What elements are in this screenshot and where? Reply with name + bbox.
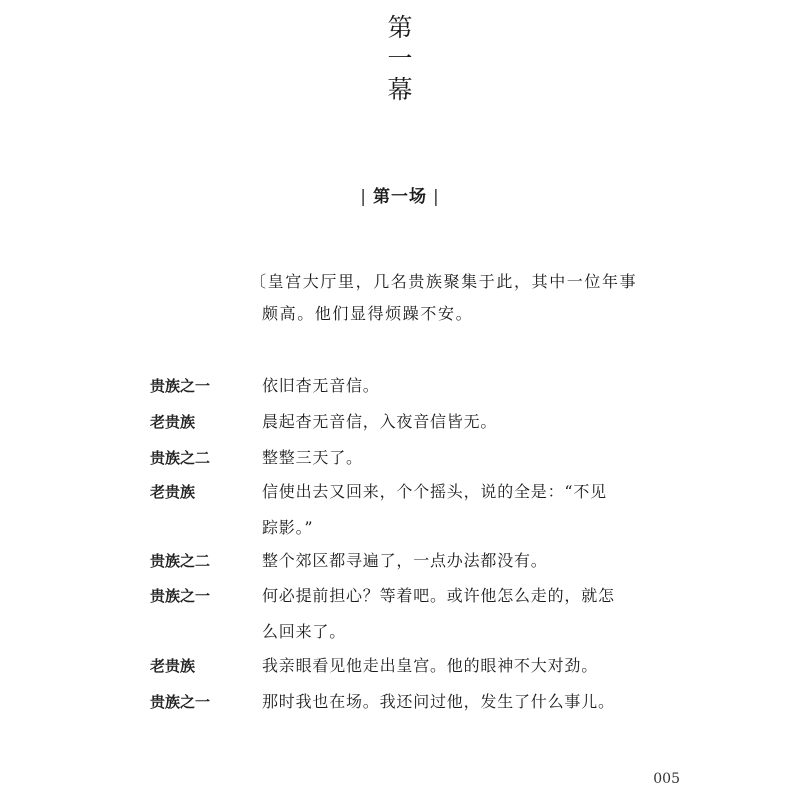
speech-line: 信使出去又回来，个个摇头，说的全是：“不见 bbox=[262, 482, 607, 501]
speaker-name: 贵族之一 bbox=[150, 377, 211, 395]
speech-line: 踪影。” bbox=[262, 518, 314, 537]
speech-line: 整个郊区都寻遍了，一点办法都没有。 bbox=[262, 551, 548, 570]
speech bbox=[262, 368, 687, 404]
speaker-name: 老贵族 bbox=[150, 657, 196, 675]
stage-direction bbox=[250, 266, 690, 330]
speech bbox=[262, 543, 687, 579]
speech bbox=[262, 440, 687, 476]
speaker-name: 贵族之一 bbox=[150, 587, 211, 605]
scene-title-left-bar: | bbox=[360, 187, 367, 207]
speech bbox=[262, 474, 687, 546]
page-number: 005 bbox=[653, 771, 680, 787]
speaker-name: 老贵族 bbox=[150, 413, 196, 431]
speech-line: 依旧杳无音信。 bbox=[262, 376, 380, 395]
speech bbox=[262, 578, 687, 650]
scene-title-text: 第一场 bbox=[373, 187, 427, 207]
stage-direction-line: 〔皇宫大厅里，几名贵族聚集于此，其中一位年事 bbox=[250, 272, 638, 291]
scene-title bbox=[300, 184, 500, 210]
speech-line: 那时我也在场。我还问过他，发生了什么事儿。 bbox=[262, 692, 615, 711]
speech-line: 整整三天了。 bbox=[262, 448, 363, 467]
speaker-name: 贵族之二 bbox=[150, 552, 211, 570]
scene-title-right-bar: | bbox=[433, 187, 440, 207]
act-title-char: 幕 bbox=[387, 75, 413, 104]
speech-line: 晨起杳无音信，入夜音信皆无。 bbox=[262, 412, 498, 431]
speaker-name: 贵族之二 bbox=[150, 449, 211, 467]
speaker-name: 老贵族 bbox=[150, 483, 196, 501]
act-title-char: 一 bbox=[387, 44, 413, 73]
speech bbox=[262, 648, 687, 684]
act-title-char: 第 bbox=[387, 13, 413, 42]
act-title bbox=[378, 12, 422, 105]
speech-line: 何必提前担心？等着吧。或许他怎么走的，就怎 bbox=[262, 586, 615, 605]
speech bbox=[262, 404, 687, 440]
speech-line: 么回来了。 bbox=[262, 622, 347, 641]
speech-line: 我亲眼看见他走出皇宫。他的眼神不大对劲。 bbox=[262, 656, 599, 675]
speech bbox=[262, 684, 687, 720]
stage-direction-line: 颇高。他们显得烦躁不安。 bbox=[262, 304, 474, 323]
speaker-name: 贵族之一 bbox=[150, 693, 211, 711]
